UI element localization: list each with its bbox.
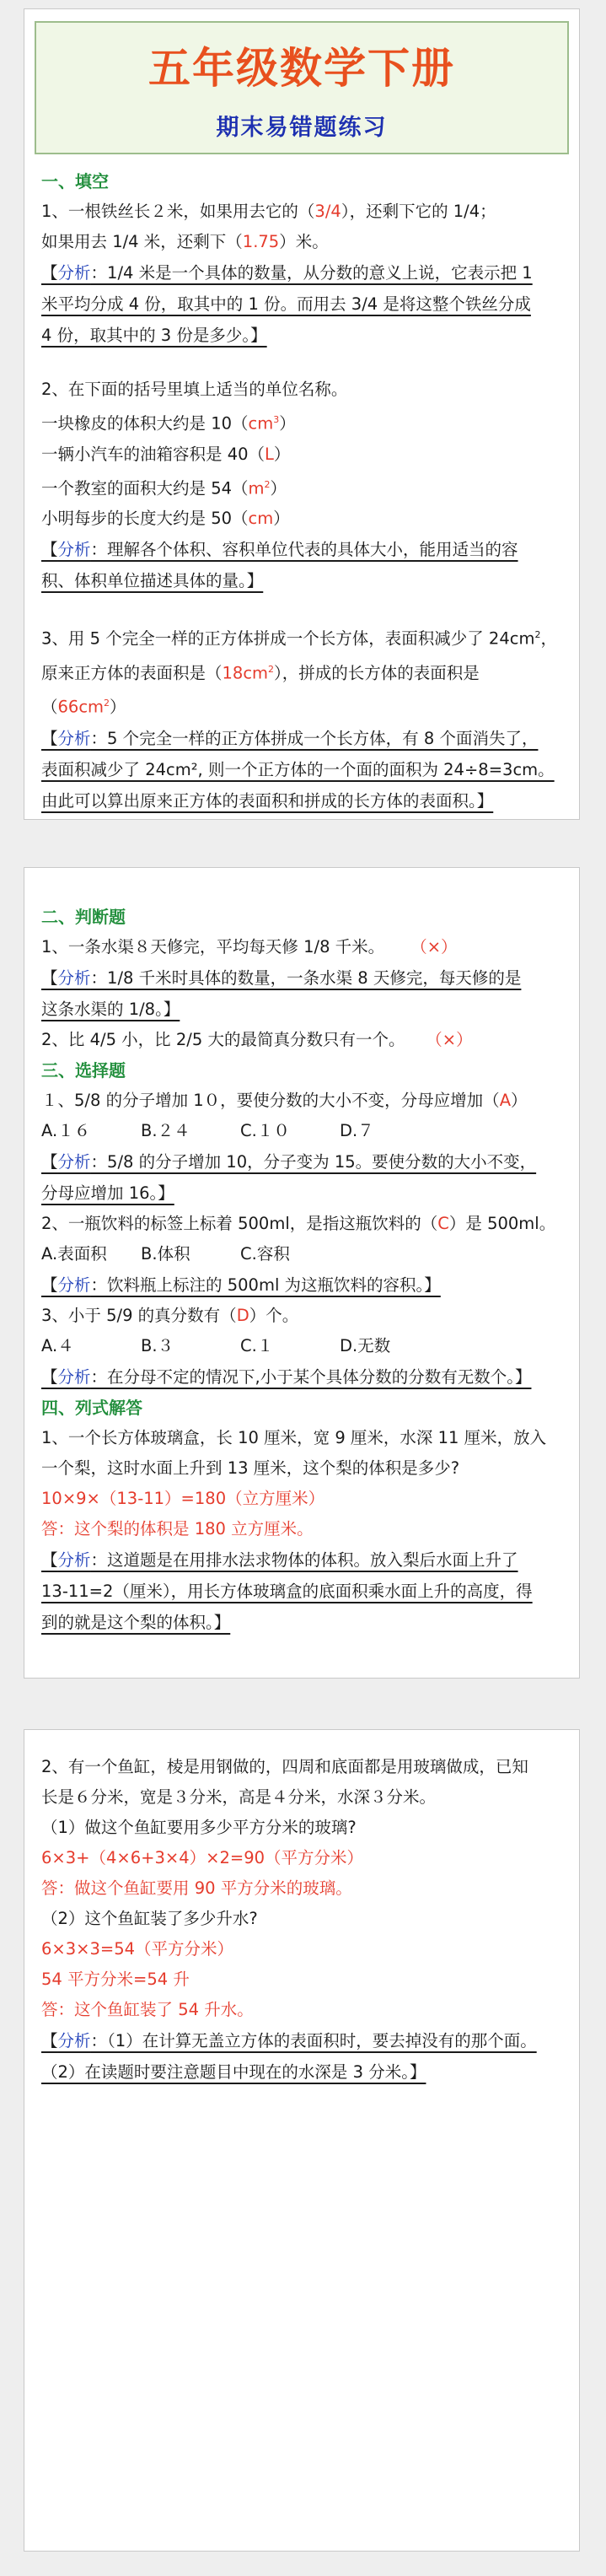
choice-q1-options: A.１６ B.２４ C.１０ D.７ bbox=[41, 1121, 374, 1140]
title-banner bbox=[35, 21, 569, 154]
solve-q2-calc3: 54 平方分米=54 升 bbox=[41, 1970, 190, 1989]
judge-q1-analysis: 【分析：1/8 千米时具体的数量，一条水渠 8 天修完，每天修的是 这条水渠的 1/8。】 bbox=[41, 968, 522, 1019]
solve-q1-analysis: 【分析：这道题是在用排水法求物体的体积。放入梨后水面上升了 13-11=2（厘米），用长方体玻璃盒的底面积乘水面上升的高度，得 到的就是这个梨的体积。】 bbox=[41, 1550, 533, 1632]
solve-q2-line2: 长是６分米，宽是３分米，高是４分米，水深３分米。 bbox=[41, 1787, 437, 1807]
solve-q2-analysis: 【分析：（1）在计算无盖立方体的表面积时，要去掉没有的那个面。 （2）在读题时要注意题目中现在的水深是 3 分米。】 bbox=[41, 2031, 537, 2082]
section-heading-solve: 四、列式解答 bbox=[41, 1398, 142, 1418]
q1-line2: 如果用去 1/4 米，还剩下（1.75）米。 bbox=[41, 232, 329, 251]
choice-q2: 2、一瓶饮料的标签上标着 500ml，是指这瓶饮料的（C）是 500ml。 bbox=[41, 1214, 556, 1233]
judge-q2: 2、比 4/5 小，比 2/5 大的最简真分数只有一个。 （×） bbox=[41, 1030, 473, 1049]
section-heading-fill-in: 一、填空 bbox=[41, 171, 109, 191]
q2-item-1: 一块橡皮的体积大约是 $10(cm^3)$ bbox=[41, 413, 296, 434]
choice-q3: 3、小于 5/9 的真分数有（D）个。 bbox=[41, 1306, 299, 1325]
solve-q2-part2: （2）这个鱼缸装了多少升水? bbox=[41, 1909, 258, 1928]
page-subtitle: 期末易错题练习 bbox=[216, 115, 388, 141]
choice-q3-analysis: 【分析：在分母不定的情况下,小于某个具体分数的分数有无数个。】 bbox=[41, 1367, 532, 1387]
q1-answer-1: 3/4 bbox=[314, 202, 341, 221]
card-solve-2 bbox=[24, 1729, 580, 2552]
choice-q1-analysis: 【分析：5/8 的分子增加 10，分子变为 15。要使分数的大小不变， 分母应增加 16。】 bbox=[41, 1152, 537, 1203]
solve-q2-answer2: 答：这个鱼缸装了 54 升水。 bbox=[41, 2000, 254, 2019]
solve-q1-answer: 答：这个梨的体积是 180 立方厘米。 bbox=[41, 1519, 314, 1539]
q3-line1: 3、用 5 个完全一样的正方体拼成一个长方体，表面积减少了 $24cm^2$， bbox=[41, 628, 557, 649]
choice-q3-options: A.４ B.３ C.１ D.无数 bbox=[41, 1336, 391, 1355]
page-title: 五年级数学下册 bbox=[148, 43, 455, 93]
solve-q2-part1: （1）做这个鱼缸要用多少平方分米的玻璃? bbox=[41, 1818, 357, 1837]
choice-q2-analysis: 【分析：饮料瓶上标注的 500ml 为这瓶饮料的容积。】 bbox=[41, 1275, 441, 1295]
solve-q2-line1: 2、有一个鱼缸，棱是用钢做的，四周和底面都是用玻璃做成，已知 bbox=[41, 1757, 528, 1776]
q1-analysis: 【分析：1/4 米是一个具体的数量，从分数的意义上说，它表示把 1 米平均分成 4 份，取其中的 1 份。而用去 3/4 是将这整个铁丝分成 4 份，取其中的 3 份是多少。】 bbox=[41, 263, 533, 345]
choice-q2-options: A.表面积 B.体积 C.容积 bbox=[41, 1244, 290, 1264]
q2-item-3: 一个教室的面积大约是 $54(m^2)$ bbox=[41, 478, 287, 498]
card-fill-in bbox=[24, 8, 580, 820]
judge-q1: 1、一条水渠８天修完，平均每天修 1/8 千米。 （×） bbox=[41, 937, 458, 957]
solve-q2-calc1: 6×3+（4×6+3×4）×2=90（平方分米） bbox=[41, 1848, 364, 1867]
section-heading-judge: 二、判断题 bbox=[41, 907, 126, 927]
solve-q2-calc2: 6×3×3=54（平方分米） bbox=[41, 1939, 234, 1959]
section-heading-choice: 三、选择题 bbox=[41, 1060, 126, 1081]
q2-item-4: 小明每步的长度大约是 50（cm） bbox=[41, 509, 290, 528]
card-judge-choice bbox=[24, 867, 580, 1679]
q3-analysis: 【分析：5 个完全一样的正方体拼成一个长方体，有 8 个面消失了， 表面积减少了 24cm², 则一个正方体的一个面的面积为 24÷8=3cm。 由此可以算出原来正方体的表面积和拼成的长方体的表面积。】 bbox=[41, 728, 555, 811]
solve-q2-answer1: 答：做这个鱼缸要用 90 平方分米的玻璃。 bbox=[41, 1878, 352, 1898]
q2-prompt: 2、在下面的括号里填上适当的单位名称。 bbox=[41, 380, 348, 399]
q2-analysis: 【分析：理解各个体积、容积单位代表的具体大小，能用适当的容 积、体积单位描述具体的量。】 bbox=[41, 540, 518, 590]
solve-q1-line2: 一个梨，这时水面上升到 13 厘米，这个梨的体积是多少? bbox=[41, 1458, 460, 1478]
q2-item-2: 一辆小汽车的油箱容积是 40（L） bbox=[41, 444, 291, 464]
solve-q1-calc: 10×9×（13-11）=180（立方厘米） bbox=[41, 1489, 325, 1508]
q1-answer-2: 1.75 bbox=[242, 232, 280, 251]
q1-line1: 1、一根铁丝长２米，如果用去它的（3/4），还剩下它的 1/4； bbox=[41, 202, 496, 221]
solve-q1-line1: 1、一个长方体玻璃盒，长 10 厘米，宽 9 厘米，水深 11 厘米，放入 bbox=[41, 1428, 547, 1447]
choice-q1: １、5/8 的分子增加 1０，要使分数的大小不变，分母应增加（A） bbox=[41, 1091, 528, 1110]
q3-line2: 原来正方体的表面积是$(18cm^2)$，拼成的长方体的表面积是$(66cm^2)$ bbox=[41, 663, 480, 717]
